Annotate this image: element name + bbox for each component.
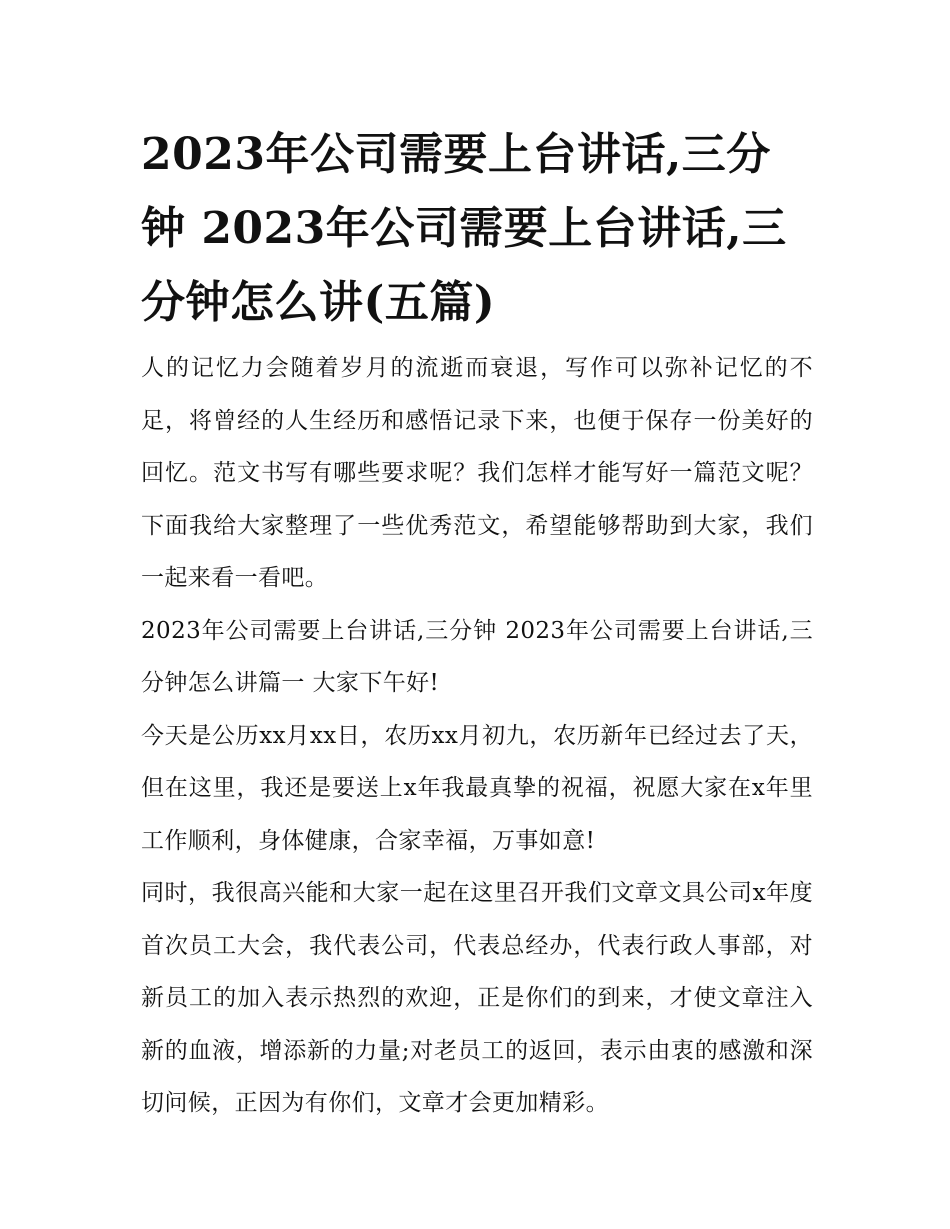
intro-paragraph: 人的记忆力会随着岁月的流逝而衰退，写作可以弥补记忆的不足，将曾经的人生经历和感悟记录下来，也便于保存一份美好的回忆。范文书写有哪些要求呢？我们怎样才能写好一篇范文呢？下面我给大家整理了一些优秀范文，希望能够帮助到大家，我们一起来看一看吧。 <box>141 355 813 591</box>
greeting-paragraph: 今天是公历xx月xx日，农历xx月初九，农历新年已经过去了天，但在这里，我还是要送上x年我最真挚的祝福，祝愿大家在x年里工作顺利，身体健康，合家幸福，万事如意! <box>141 722 813 854</box>
document-page <box>141 118 813 1130</box>
welcome-paragraph: 同时，我很高兴能和大家一起在这里召开我们文章文具公司x年度首次员工大会，我代表公司，代表总经办，代表行政人事部，对新员工的加入表示热烈的欢迎，正是你们的到来，才使文章注入新的血液，增添新的力量;对老员工的返回，表示由衷的感激和深切问候，正因为有你们，文章才会更加精彩。 <box>141 880 813 1116</box>
document-title-text: 2023年公司需要上台讲话,三分钟 2023年公司需要上台讲话,三分钟怎么讲(五篇) <box>141 129 787 328</box>
section-heading-paragraph: 2023年公司需要上台讲话,三分钟 2023年公司需要上台讲话,三分钟怎么讲篇一 大家下午好! <box>141 617 813 696</box>
document-title <box>141 118 813 340</box>
